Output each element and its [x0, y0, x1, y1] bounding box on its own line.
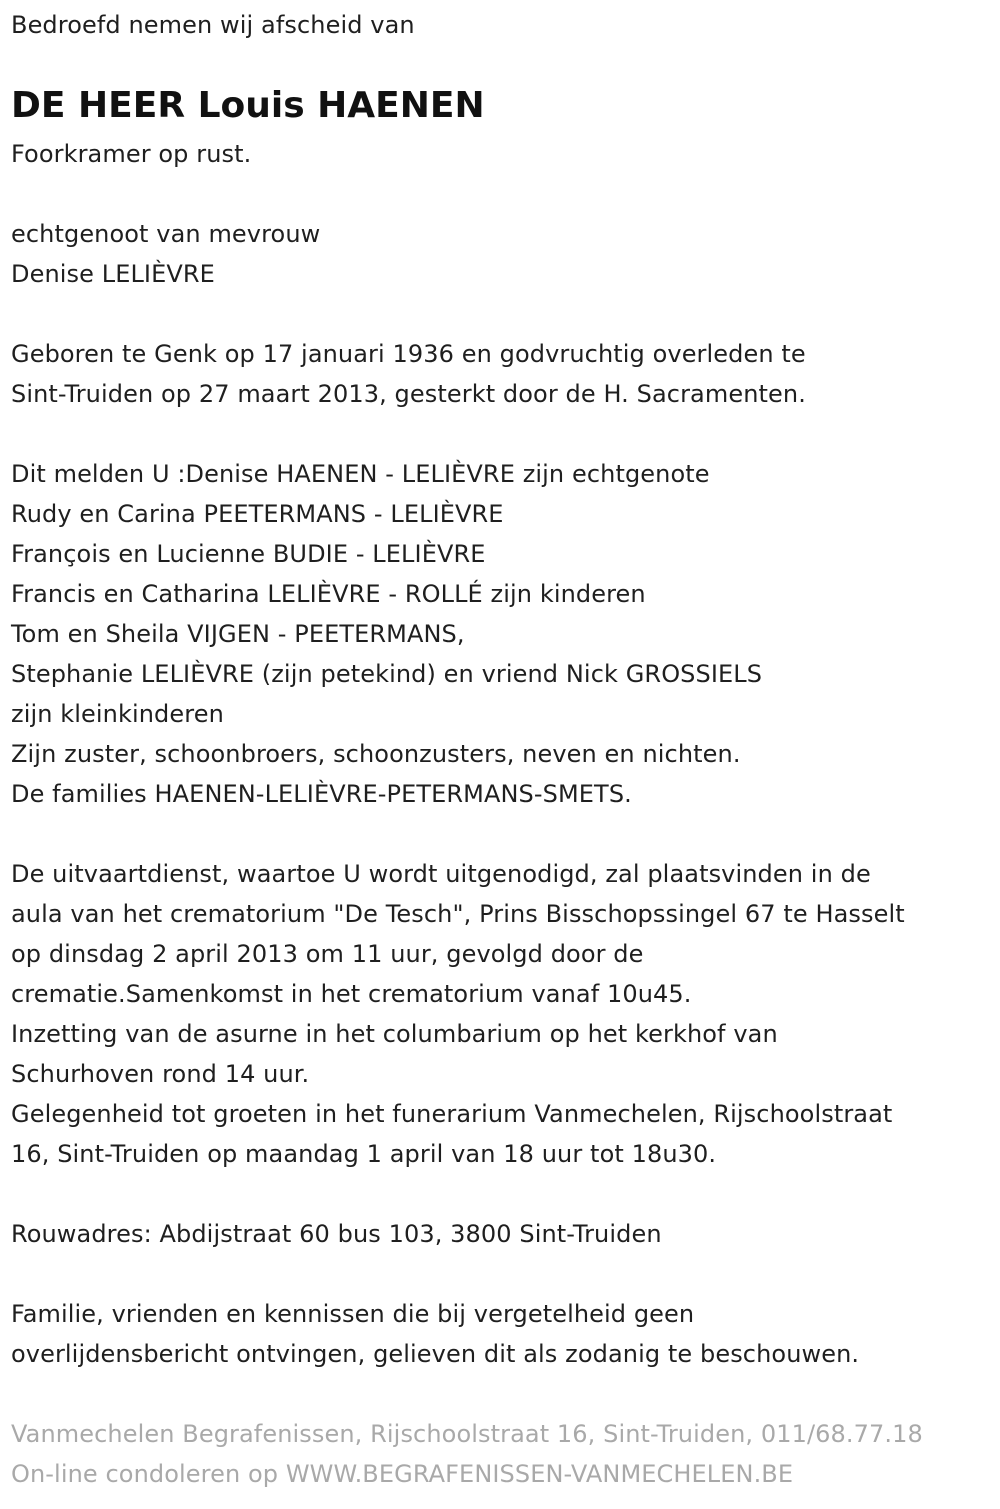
family-line: François en Lucienne BUDIE - LELIÈVRE [11, 540, 486, 568]
mourning-address: Rouwadres: Abdijstraat 60 bus 103, 3800 Sint-Truiden [11, 1220, 662, 1248]
notice-line: Familie, vrienden en kennissen die bij vergetelheid geen [11, 1300, 695, 1328]
intro-text: Bedroefd nemen wij afscheid van [11, 11, 415, 39]
family-line: De families HAENEN-LELIÈVRE-PETERMANS-SMETS. [11, 780, 632, 808]
service-line: Inzetting van de asurne in het columbarium op het kerkhof van [11, 1020, 778, 1048]
service-line: Gelegenheid tot groeten in het funerarium Vanmechelen, Rijschoolstraat [11, 1100, 893, 1128]
service-line: De uitvaartdienst, waartoe U wordt uitgenodigd, zal plaatsvinden in de [11, 860, 871, 888]
service-line: aula van het crematorium "De Tesch", Prins Bisschopssingel 67 te Hasselt [11, 900, 905, 928]
service-line: op dinsdag 2 april 2013 om 11 uur, gevolgd door de [11, 940, 644, 968]
family-line: Dit melden U :Denise HAENEN - LELIÈVRE zijn echtgenote [11, 460, 710, 488]
funeral-service-block [11, 854, 905, 1174]
spouse-line: Denise LELIÈVRE [11, 260, 215, 288]
notice-line: overlijdensbericht ontvingen, gelieven dit als zodanig te beschouwen. [11, 1340, 860, 1368]
footer [11, 1414, 923, 1494]
mourning-address-block [11, 1214, 662, 1254]
service-line: 16, Sint-Truiden op maandag 1 april van 18 uur tot 18u30. [11, 1140, 717, 1168]
notice-block [11, 1294, 859, 1374]
birth-death-line: Sint-Truiden op 27 maart 2013, gesterkt door de H. Sacramenten. [11, 380, 806, 408]
service-line: crematie.Samenkomst in het crematorium vanaf 10u45. [11, 980, 692, 1008]
footer-website[interactable]: On-line condoleren op WWW.BEGRAFENISSEN-VANMECHELEN.BE [11, 1460, 794, 1488]
spouse-block [11, 214, 320, 294]
birth-death-block [11, 334, 806, 414]
family-line: Rudy en Carina PEETERMANS - LELIÈVRE [11, 500, 504, 528]
birth-death-line: Geboren te Genk op 17 januari 1936 en godvruchtig overleden te [11, 340, 806, 368]
spouse-line: echtgenoot van mevrouw [11, 220, 321, 248]
family-line: Tom en Sheila VIJGEN - PEETERMANS, [11, 620, 465, 648]
family-line: Francis en Catharina LELIÈVRE - ROLLÉ zijn kinderen [11, 580, 646, 608]
occupation-text: Foorkramer op rust. [11, 140, 252, 168]
deceased-name: DE HEER Louis HAENEN [11, 85, 485, 126]
family-line: Zijn zuster, schoonbroers, schoonzusters, neven en nichten. [11, 740, 741, 768]
family-block [11, 454, 762, 814]
service-line: Schurhoven rond 14 uur. [11, 1060, 310, 1088]
footer-company: Vanmechelen Begrafenissen, Rijschoolstraat 16, Sint-Truiden, 011/68.77.18 [11, 1420, 923, 1448]
family-line: Stephanie LELIÈVRE (zijn petekind) en vriend Nick GROSSIELS [11, 660, 763, 688]
family-line: zijn kleinkinderen [11, 700, 224, 728]
occupation-block [11, 134, 251, 174]
